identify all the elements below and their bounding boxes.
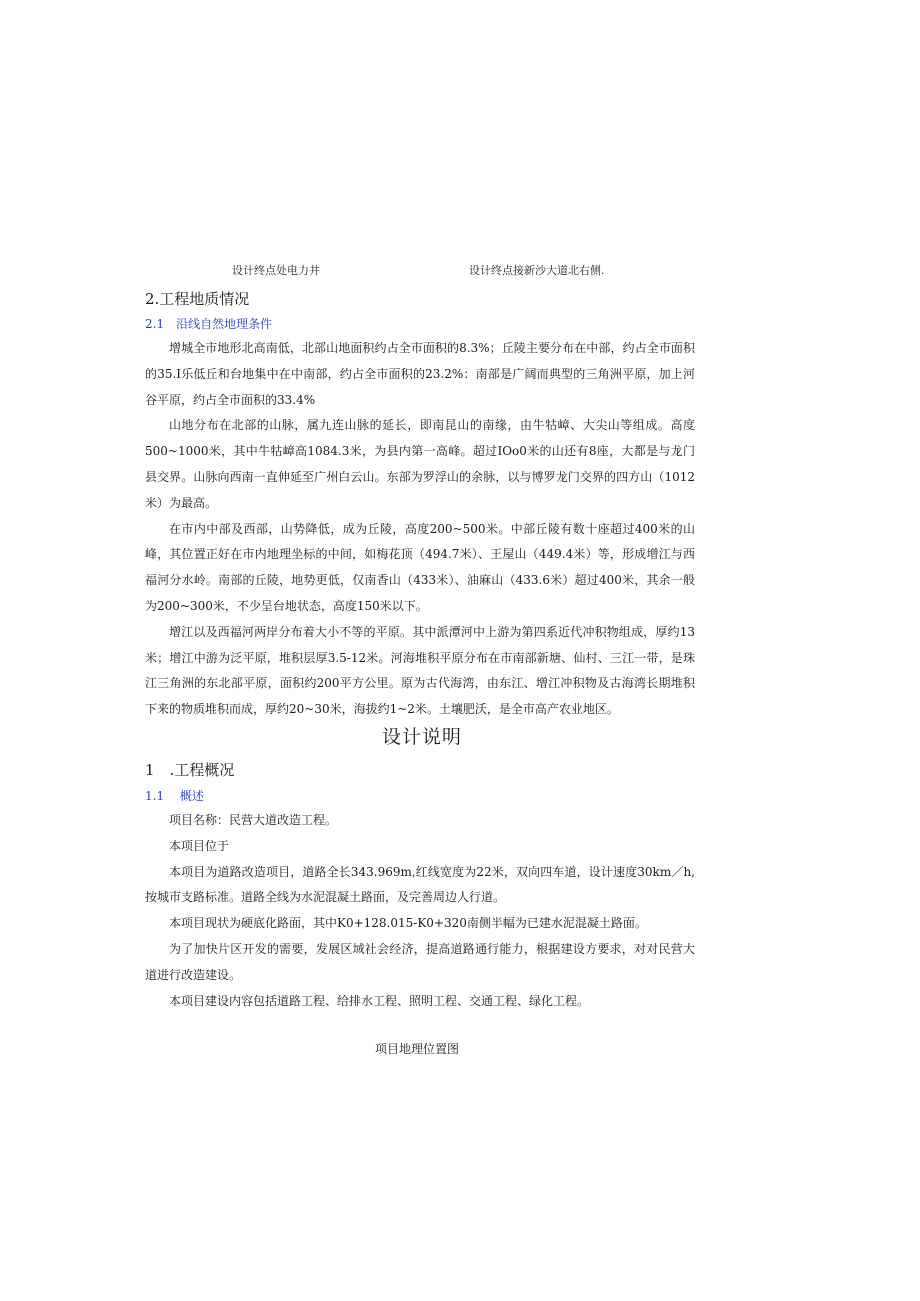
paragraph: 项目名称：民营大道改造工程。 <box>169 813 338 827</box>
photo-caption-left: 设计终点处电力井 <box>232 264 320 277</box>
paragraph: 本项目为道路改造项目，道路全长343.969m,红线宽度为22米，双向四车道，设计速度30km／h,按城市支路标准。道路全线为水泥混凝土路面，及完善周边人行道。 <box>145 864 695 905</box>
figure-caption: 项目地理位置图 <box>375 1042 460 1056</box>
section-2-heading: 2.工程地质情况 <box>145 290 250 308</box>
section-1-heading: 1 .工程概况 <box>145 761 235 779</box>
paragraph: 增城全市地形北高南低，北部山地面积约占全市面积的8.3%；丘陵主要分布在中部，约占全市面积的35.I乐低丘和台地集中在中南部，约占全市面积的23.2%：南部是广阔而典型的三角洲平原，加上河谷平原，约占全市面积的33.4% <box>145 341 695 407</box>
section-1-body <box>145 808 695 1014</box>
section-2-1-heading: 2.1 沿线自然地理条件 <box>145 317 273 331</box>
section-1-1-heading: 1.1 概述 <box>145 789 204 803</box>
paragraph: 本项目建设内容包括道路工程、给排水工程、照明工程、交通工程、绿化工程。 <box>169 993 590 1008</box>
document-title: 设计说明 <box>382 726 463 748</box>
paragraph: 增江以及西福河两岸分布着大小不等的平原。其中派潭河中上游为第四系近代冲积物组成，厚约13米；增江中游为泛平原，堆积层厚3.5-12米。河海堆积平原分布在市南部新塘、仙村、三江一带，是珠江三角洲的东北部平原，面积约200平方公里。原为古代海湾，由东江、增江冲积物及古海湾长期堆积下来的物质堆积而成，厚约20~30米，海拔约1~2米。土壤肥沃，是全市高产农业地区。 <box>145 624 695 717</box>
paragraph: 本项目位于 <box>169 838 230 853</box>
paragraph: 山地分布在北部的山脉，属九连山脉的延长，即南昆山的南缘，由牛牯嶂、大尖山等组成。高度500~1000米，其中牛牯嶂高1084.3米，为县内第一高峰。超过IOo0米的山还有8座，大都是与龙门县交界。山脉向西南一直伸延至广州白云山。东部为罗浮山的余脉，以与博罗龙门交界的四方山（1012米）为最高。 <box>145 418 695 510</box>
paragraph: 为了加快片区开发的需要，发展区域社会经济，提高道路通行能力，根据建设方要求，对对民营大道进行改造建设。 <box>145 941 695 982</box>
photo-caption-right: 设计终点接新沙大道北右侧. <box>469 264 605 277</box>
section-2-body <box>145 336 695 723</box>
paragraph: 在市内中部及西部，山势降低，成为丘陵，高度200~500米。中部丘陵有数十座超过400米的山峰，其位置正好在市内地理坐标的中间，如梅花顶（494.7米）、王屋山（449.4米）等，形成增江与西福河分水岭。南部的丘陵，地势更低，仅南香山（433米）、油麻山（433.6米）超过400米，其余一般为200~300米，不少呈台地状态，高度150米以下。 <box>145 521 695 613</box>
paragraph: 本项目现状为硬底化路面，其中K0+128.015-K0+320南侧半幅为已建水泥混凝土路面。 <box>169 916 647 931</box>
